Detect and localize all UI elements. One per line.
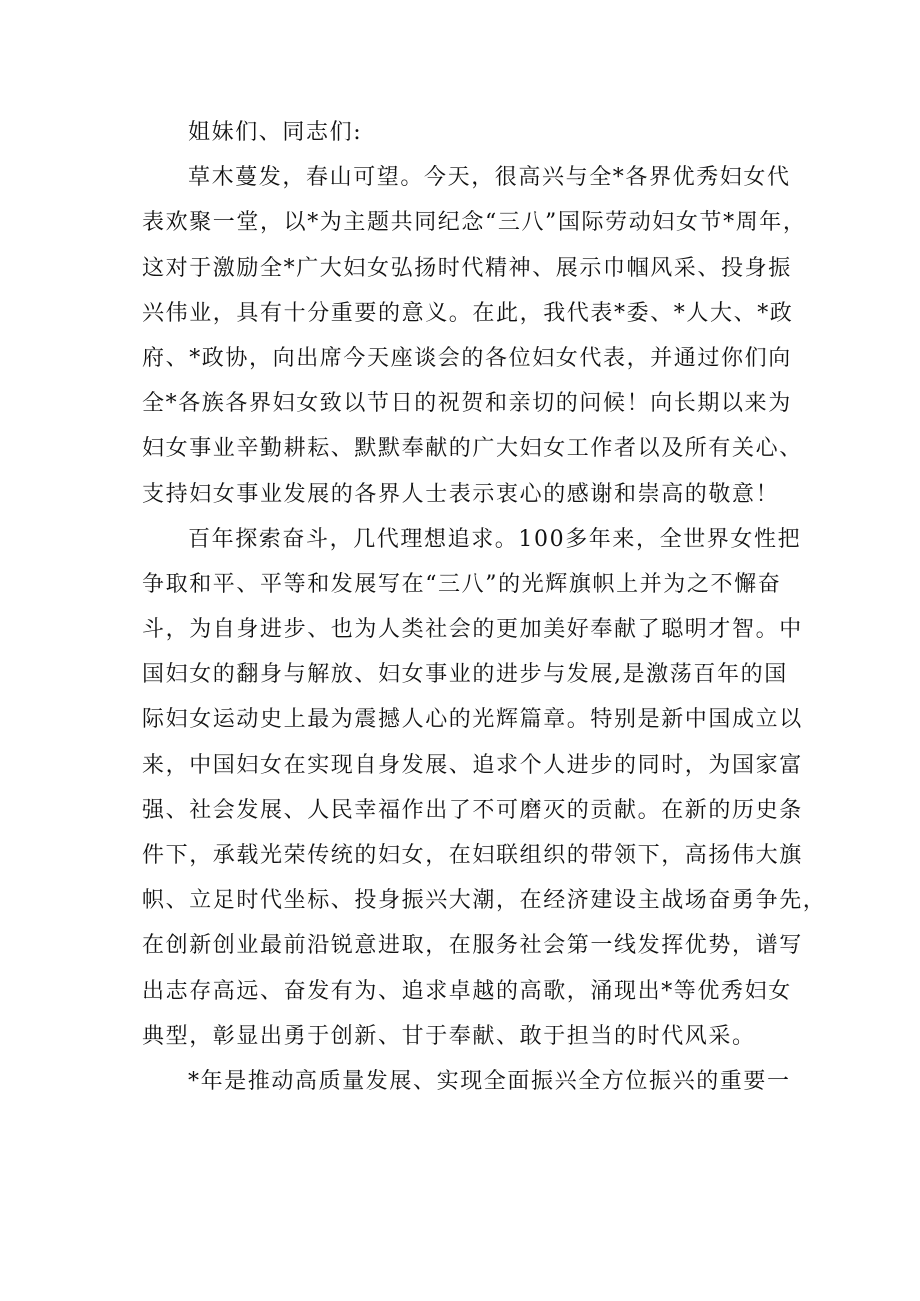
- document-body: [142, 110, 827, 1104]
- text-line: 府、*政协，向出席今天座谈会的各位妇女代表，并通过你们向: [142, 345, 792, 371]
- text-line: 兴伟业，具有十分重要的意义。在此，我代表*委、*人大、*政: [142, 300, 794, 326]
- text-line: 斗，为自身进步、也为人类社会的更加美好奉献了聪明才智。中: [142, 617, 803, 643]
- text-line: 草木蔓发，春山可望。今天，很高兴与全*各界优秀妇女代: [188, 165, 791, 191]
- text-line: 姐妹们、同志们:: [188, 120, 363, 145]
- text-line: 国妇女的翻身与解放、妇女事业的进步与发展,是激荡百年的国: [142, 662, 788, 688]
- text-line: 出志存高远、奋发有为、追求卓越的高歌，涌现出*等优秀妇女: [142, 978, 792, 1004]
- text-line: 际妇女运动史上最为震撼人心的光辉篇章。特别是新中国成立以: [142, 707, 803, 733]
- text-line: 在创新创业最前沿锐意进取，在服务社会第一线发挥优势，谱写: [142, 933, 803, 959]
- text-line: 支持妇女事业发展的各界人士表示衷心的感谢和崇高的敬意！: [142, 481, 780, 507]
- text-line: *年是推动高质量发展、实现全面振兴全方位振兴的重要一: [188, 1068, 791, 1094]
- text-line: 百年探索奋斗，几代理想追求。100多年来，全世界女性把: [188, 526, 802, 552]
- text-line: 来，中国妇女在实现自身发展、追求个人进步的同时，为国家富: [142, 752, 803, 778]
- text-line: 这对于激励全*广大妇女弘扬时代精神、展示巾帼风采、投身振: [142, 255, 792, 281]
- text-line: 争取和平、平等和发展写在“三八”的光辉旗帜上并为之不懈奋: [142, 571, 782, 597]
- text-line: 强、社会发展、人民幸福作出了不可磨灭的贡献。在新的历史条: [142, 797, 803, 823]
- text-line: 表欢聚一堂，以*为主题共同纪念“三八”国际劳动妇女节*周年，: [142, 210, 807, 236]
- text-line: 全*各族各界妇女致以节日的祝贺和亲切的问候！向长期以来为: [142, 391, 792, 417]
- text-line: 件下，承载光荣传统的妇女，在妇联组织的带领下，高扬伟大旗: [142, 843, 803, 868]
- text-line: 帜、立足时代坐标、投身振兴大潮，在经济建设主战场奋勇争先，: [142, 888, 827, 914]
- text-line: 典型，彰显出勇于创新、甘于奉献、敢于担当的时代风采。: [142, 1023, 756, 1049]
- text-line: 妇女事业辛勤耕耘、默默奉献的广大妇女工作者以及所有关心、: [142, 436, 803, 462]
